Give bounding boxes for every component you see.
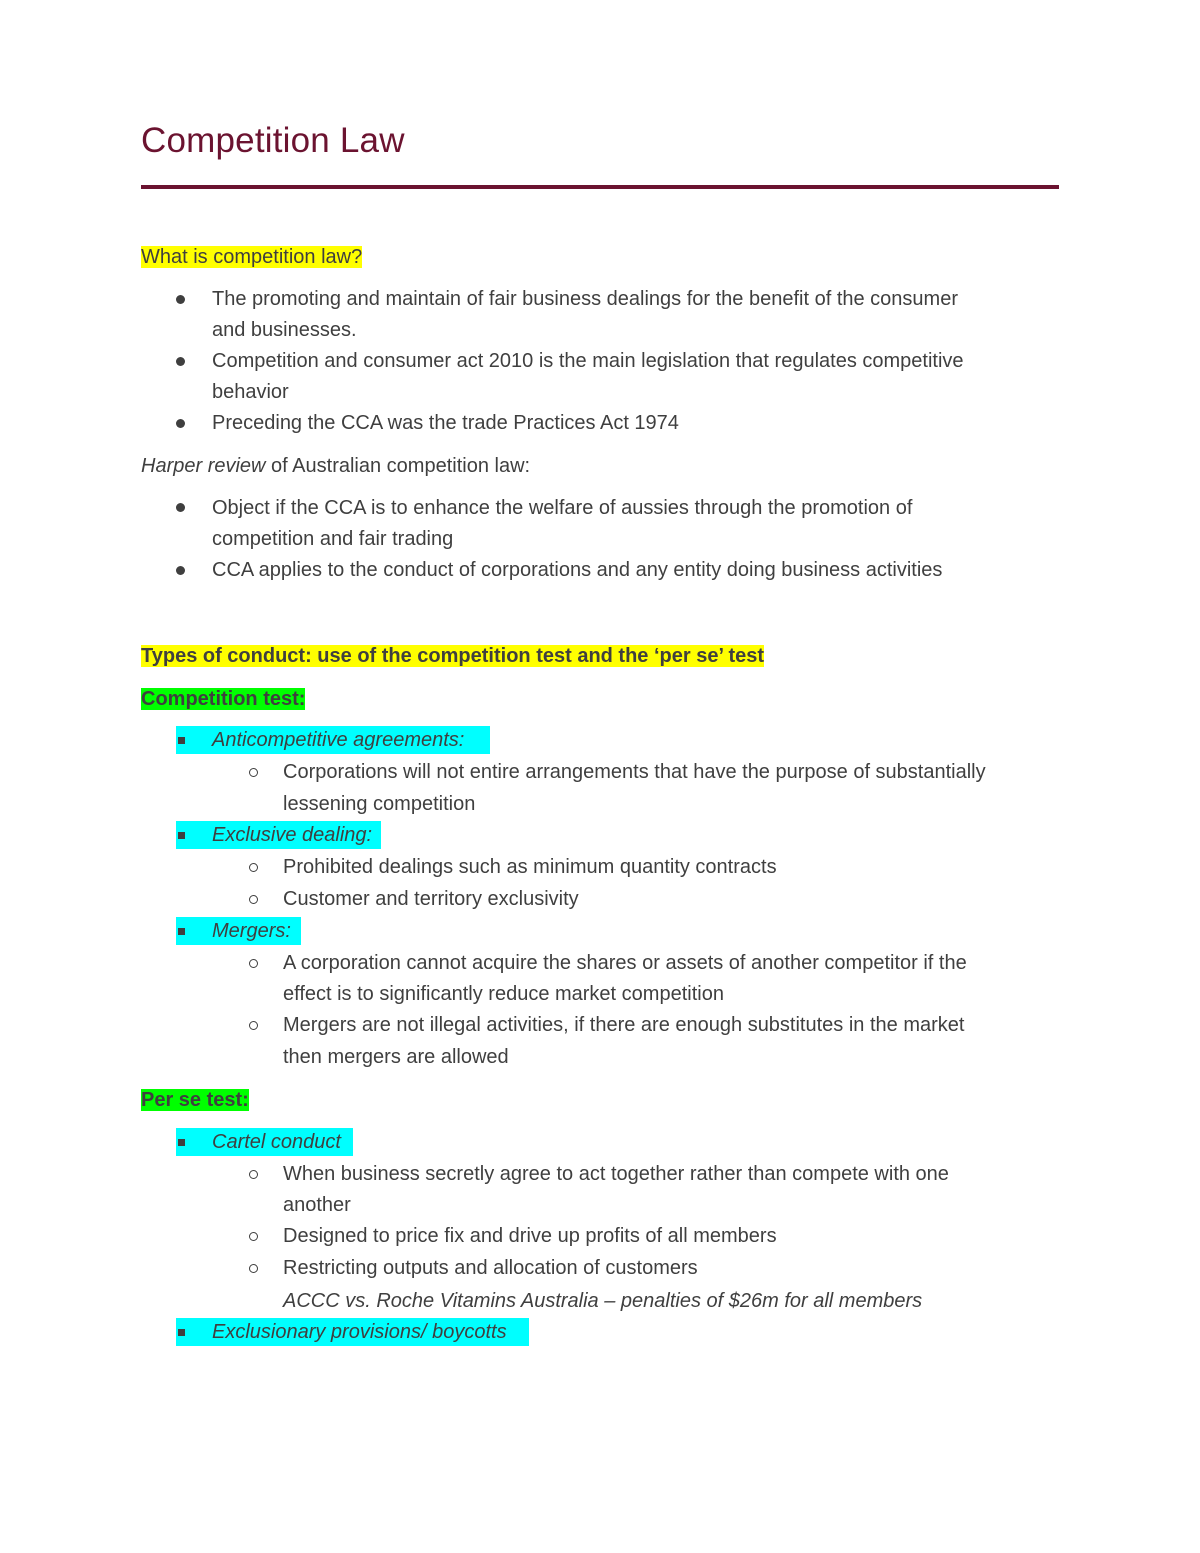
sub-list-item-continued: lessening competition	[283, 793, 476, 815]
list-item-label: Exclusionary provisions/ boycotts	[212, 1321, 507, 1343]
list-item: The promoting and maintain of fair business dealings for the benefit of the consumer	[212, 288, 958, 310]
bullet-dot	[176, 566, 185, 575]
heading-text: Per se test:	[141, 1089, 249, 1111]
bullet-ring	[249, 959, 258, 968]
list-item: CCA applies to the conduct of corporations and any entity doing business activities	[212, 559, 943, 581]
document-title: Competition Law	[141, 121, 405, 160]
list-item-label: Anticompetitive agreements:	[212, 729, 465, 751]
bullet-dot	[176, 503, 185, 512]
heading-text: Competition test:	[141, 688, 306, 710]
sub-list-item: Customer and territory exclusivity	[283, 888, 579, 910]
section-heading-what	[141, 243, 362, 271]
sub-list-item: Designed to price fix and drive up profits of all members	[283, 1225, 777, 1247]
bullet-ring	[249, 1170, 258, 1179]
section-heading-per-se-test	[141, 1086, 249, 1114]
bullet-ring	[249, 863, 258, 872]
bullet-square	[178, 737, 185, 744]
list-item-continued: behavior	[212, 381, 289, 403]
sub-list-item: Restricting outputs and allocation of customers	[283, 1257, 698, 1279]
heading-text: What is competition law?	[141, 246, 363, 268]
list-item-continued: competition and fair trading	[212, 528, 454, 550]
bullet-square	[178, 928, 185, 935]
list-item-continued: and businesses.	[212, 319, 357, 341]
list-item: Competition and consumer act 2010 is the main legislation that regulates competitive	[212, 350, 964, 372]
section-heading-competition-test	[141, 685, 305, 713]
sub-list-item: A corporation cannot acquire the shares or assets of another competitor if the	[283, 952, 967, 974]
bullet-ring	[249, 1232, 258, 1241]
heading-italic-text: Harper review	[141, 455, 266, 477]
section-heading-harper	[141, 452, 530, 480]
sub-list-item-continued: then mergers are allowed	[283, 1046, 509, 1068]
list-item-label: Exclusive dealing:	[212, 824, 373, 846]
sub-list-item-continued: effect is to significantly reduce market competition	[283, 983, 724, 1005]
list-item-label: Cartel conduct	[212, 1131, 341, 1153]
bullet-ring	[249, 768, 258, 777]
bullet-square	[178, 1329, 185, 1336]
sub-list-item: Mergers are not illegal activities, if there are enough substitutes in the market	[283, 1014, 965, 1036]
section-heading-types	[141, 642, 764, 670]
sub-list-item: Corporations will not entire arrangements that have the purpose of substantially	[283, 761, 986, 783]
case-note: ACCC vs. Roche Vitamins Australia – penalties of $26m for all members	[283, 1290, 923, 1312]
bullet-dot	[176, 357, 185, 366]
title-underline	[141, 185, 1059, 189]
bullet-square	[178, 1139, 185, 1146]
list-item: Preceding the CCA was the trade Practices Act 1974	[212, 412, 679, 434]
list-item-label: Mergers:	[212, 920, 291, 942]
bullet-ring	[249, 1021, 258, 1030]
bullet-dot	[176, 295, 185, 304]
bullet-square	[178, 832, 185, 839]
sub-list-item-continued: another	[283, 1194, 351, 1216]
bullet-ring	[249, 1264, 258, 1273]
heading-rest-text: of Australian competition law:	[265, 455, 531, 477]
bullet-dot	[176, 419, 185, 428]
list-item: Object if the CCA is to enhance the welfare of aussies through the promotion of	[212, 497, 913, 519]
bullet-ring	[249, 895, 258, 904]
sub-list-item: When business secretly agree to act together rather than compete with one	[283, 1163, 949, 1185]
heading-text: Types of conduct: use of the competition test and the ‘per se’ test	[141, 645, 765, 667]
sub-list-item: Prohibited dealings such as minimum quantity contracts	[283, 856, 777, 878]
